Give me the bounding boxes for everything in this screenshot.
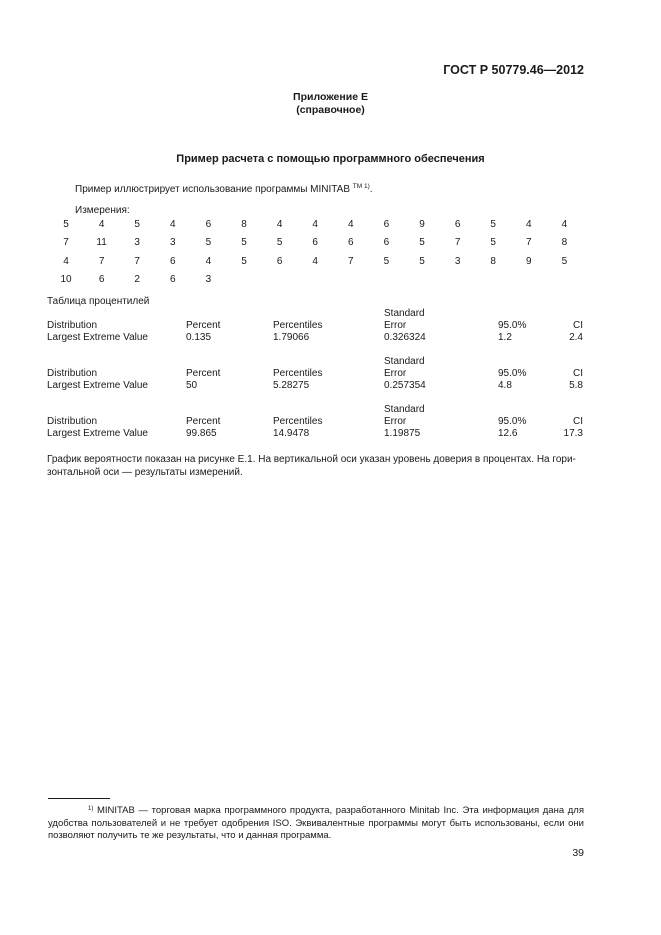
measurement-value: 5: [134, 219, 140, 230]
measurement-value: 7: [134, 255, 140, 267]
header-distribution: Distribution: [47, 368, 98, 379]
measurement-value: 7: [526, 237, 532, 249]
header-ci: CI: [573, 416, 583, 427]
measurement-value: 4: [561, 219, 568, 230]
annex-subtitle: (справочное): [296, 104, 365, 116]
measurement-value: 6: [170, 255, 176, 267]
header-ci: CI: [573, 320, 583, 331]
measurement-value: 5: [419, 237, 425, 249]
measurement-value: 4: [170, 219, 176, 230]
footnote: [48, 803, 584, 843]
graph-note: [47, 453, 576, 479]
measurement-value: 4: [348, 219, 354, 230]
intro-end: .: [369, 184, 373, 195]
percent-cell: 0.135: [186, 332, 212, 343]
measurement-value: 5: [561, 255, 568, 267]
measurement-value: 4: [312, 219, 318, 230]
footnote-marker: 1): [88, 806, 94, 812]
distribution-cell: Largest Extreme Value: [47, 428, 148, 439]
intro-superscript: TM 1): [352, 183, 370, 190]
measurement-value: 3: [170, 237, 176, 249]
measurement-value: 10: [60, 273, 72, 285]
measurement-value: 3: [454, 255, 461, 267]
measurement-value: 7: [454, 237, 461, 249]
measurement-value: 6: [170, 273, 176, 285]
ci-lower-cell: 4.8: [498, 380, 512, 391]
graph-note-line-1: График вероятности показан на рисунке Е.1. На вертикальной оси указан уровень доверия в процентах. На гори-: [47, 454, 576, 465]
header-confidence: 95.0%: [498, 368, 527, 379]
measurement-value: 3: [134, 237, 140, 249]
measurement-value: 7: [63, 237, 69, 249]
measurement-value: 6: [205, 219, 212, 230]
measurement-value: 6: [98, 273, 105, 285]
measurement-value: 5: [419, 255, 425, 267]
measurement-value: 6: [276, 255, 283, 267]
measurement-value: 7: [348, 255, 354, 267]
header-standard: Standard: [384, 404, 425, 415]
measurement-value: 4: [205, 255, 212, 267]
measurement-value: 6: [348, 237, 354, 249]
percentile-cell: 1.79066: [273, 332, 310, 343]
header-standard: Standard: [384, 308, 425, 319]
measurement-value: 5: [276, 237, 283, 249]
header-error: Error: [384, 368, 407, 379]
measurement-value: 6: [383, 219, 390, 230]
measurement-value: 11: [96, 237, 107, 249]
section-title: Пример расчета с помощью программного обеспечения: [176, 153, 485, 165]
measurement-value: 5: [205, 237, 212, 249]
ci-lower-cell: 1.2: [498, 332, 512, 343]
intro-text: Пример иллюстрирует использование программы MINITAB: [75, 184, 350, 195]
standard-error-cell: 0.326324: [384, 332, 426, 343]
measurement-value: 7: [98, 255, 105, 267]
header-ci: CI: [573, 368, 583, 379]
measurement-value: 4: [98, 219, 105, 230]
measurement-value: 4: [312, 255, 318, 267]
percentile-cell: 5.28275: [273, 380, 310, 391]
graph-note-line-2: зонтальной оси — результаты измерений.: [47, 467, 243, 478]
page-number: 39: [572, 847, 584, 859]
measurement-value: 5: [241, 255, 247, 267]
measurement-value: 9: [419, 219, 425, 230]
measurement-value: 5: [241, 237, 247, 249]
annex-heading: [0, 91, 661, 117]
header-standard: Standard: [384, 356, 425, 367]
standard-number: ГОСТ Р 50779.46—2012: [443, 63, 584, 77]
standard-error-cell: 0.257354: [384, 380, 426, 391]
measurement-value: 8: [241, 219, 247, 230]
measurement-value: 5: [383, 255, 390, 267]
footnote-text: MINITAB — торговая марка программного продукта, разработанного Minitab Inc. Эта информация дана для удобства пользователей и не требует одобрения ISO. Эквивалентные программы могут быть использованы, если они позволяют получить те же результаты, что и данная программа.: [48, 805, 584, 841]
measurement-value: 2: [134, 273, 140, 285]
measurement-value: 4: [63, 255, 69, 267]
measurement-value: 5: [63, 219, 69, 230]
header-percentiles: Percentiles: [273, 416, 323, 427]
measurement-value: 8: [490, 255, 496, 267]
ci-upper-cell: 5.8: [569, 380, 583, 391]
standard-error-cell: 1.19875: [384, 428, 421, 439]
measurement-value: 5: [490, 219, 496, 230]
measurement-value: 9: [526, 255, 532, 267]
header-percent: Percent: [186, 416, 221, 427]
intro-paragraph: [75, 180, 373, 196]
header-confidence: 95.0%: [498, 416, 527, 427]
table-caption: Таблица процентилей: [47, 296, 150, 307]
annex-title: Приложение Е: [293, 91, 368, 103]
header-distribution: Distribution: [47, 416, 98, 427]
header-percentiles: Percentiles: [273, 368, 323, 379]
measurement-value: 6: [454, 219, 461, 230]
distribution-cell: Largest Extreme Value: [47, 332, 148, 343]
ci-upper-cell: 17.3: [563, 428, 583, 439]
header-error: Error: [384, 416, 407, 427]
percent-cell: 99.865: [186, 428, 217, 439]
measurement-value: 5: [490, 237, 496, 249]
header-error: Error: [384, 320, 407, 331]
measurement-value: 4: [276, 219, 283, 230]
measurement-value: 6: [383, 237, 390, 249]
measurement-value: 4: [526, 219, 532, 230]
header-percentiles: Percentiles: [273, 320, 323, 331]
distribution-cell: Largest Extreme Value: [47, 380, 148, 391]
header-distribution: Distribution: [47, 320, 98, 331]
ci-upper-cell: 2.4: [569, 332, 583, 343]
measurement-value: 6: [312, 237, 318, 249]
footnote-divider: [48, 798, 110, 799]
ci-lower-cell: 12.6: [498, 428, 518, 439]
header-confidence: 95.0%: [498, 320, 527, 331]
measurements-label: Измерения:: [75, 205, 130, 216]
measurement-value: 8: [561, 237, 568, 249]
header-percent: Percent: [186, 368, 221, 379]
percent-cell: 50: [186, 380, 198, 391]
percentile-cell: 14.9478: [273, 428, 310, 439]
header-percent: Percent: [186, 320, 221, 331]
measurement-value: 3: [205, 273, 212, 285]
